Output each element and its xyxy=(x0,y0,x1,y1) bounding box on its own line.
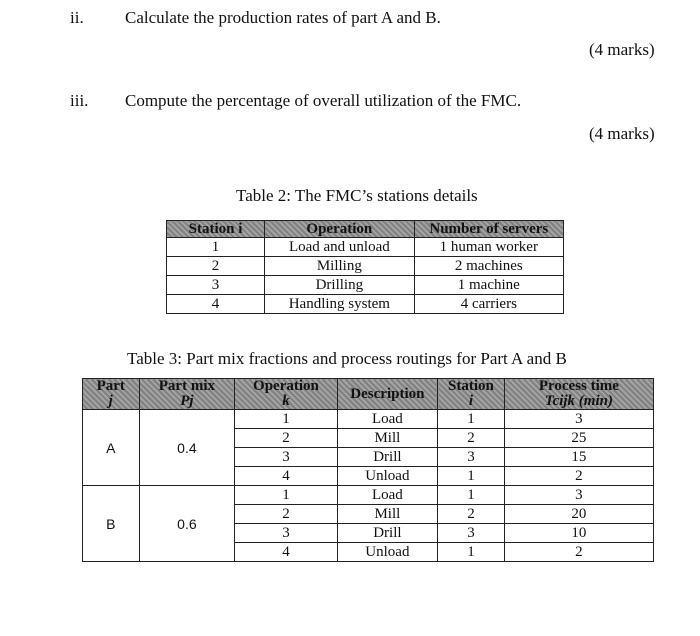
table-cell: Drilling xyxy=(265,276,415,295)
table-cell: 4 xyxy=(235,467,337,486)
table-cell: 15 xyxy=(504,448,653,467)
header-symbol: j xyxy=(108,393,113,409)
table-header xyxy=(235,379,337,410)
part-cell: A xyxy=(83,410,140,486)
table-cell: 2 xyxy=(504,543,653,562)
table-cell: 2 xyxy=(438,429,505,448)
table-cell: 3 xyxy=(504,410,653,429)
marks-label: (4 marks) xyxy=(589,124,655,143)
header-symbol: Pj xyxy=(180,393,194,409)
header-label: Part xyxy=(96,378,125,394)
table-row xyxy=(83,486,654,505)
table-cell: 1 xyxy=(438,410,505,429)
table-row xyxy=(83,410,654,429)
table-row xyxy=(167,257,564,276)
table-cell: 3 xyxy=(235,448,337,467)
table-cell: Mill xyxy=(337,429,438,448)
table-cell: 1 xyxy=(235,410,337,429)
table-cell: 10 xyxy=(504,524,653,543)
table-cell: 3 xyxy=(504,486,653,505)
table-header: Number of servers xyxy=(414,221,563,238)
marks-label: (4 marks) xyxy=(589,40,655,59)
table-cell: Load xyxy=(337,410,438,429)
table-header-row xyxy=(167,221,564,238)
question-number: ii. xyxy=(70,8,84,27)
table-cell: 1 xyxy=(438,543,505,562)
table-cell: 2 xyxy=(167,257,265,276)
header-symbol: i xyxy=(468,393,474,409)
part-mix-cell: 0.6 xyxy=(139,486,235,562)
header-symbol: Tcijk (min) xyxy=(544,393,613,409)
table-header xyxy=(504,379,653,410)
table-header: Station i xyxy=(167,221,265,238)
table-header xyxy=(139,379,235,410)
table-header: Operation xyxy=(265,221,415,238)
table-header xyxy=(438,379,505,410)
table2-caption: Table 2: The FMC’s stations details xyxy=(236,186,478,205)
table-header xyxy=(83,379,140,410)
table-row xyxy=(167,276,564,295)
table-cell: 3 xyxy=(167,276,265,295)
header-label: Process time xyxy=(538,378,619,394)
table-cell: 20 xyxy=(504,505,653,524)
table-cell: Handling system xyxy=(265,295,415,314)
table-cell: 4 carriers xyxy=(414,295,563,314)
table-cell: 2 xyxy=(235,505,337,524)
table-cell: 2 xyxy=(504,467,653,486)
table-header xyxy=(337,379,438,410)
table-cell: Unload xyxy=(337,467,438,486)
table-cell: 2 xyxy=(235,429,337,448)
table-cell: 4 xyxy=(167,295,265,314)
part-mix-cell: 0.4 xyxy=(139,410,235,486)
header-symbol: k xyxy=(282,393,290,409)
table-cell: Load xyxy=(337,486,438,505)
table-cell: 1 xyxy=(235,486,337,505)
table-cell: Load and unload xyxy=(265,238,415,257)
header-label: Description xyxy=(350,385,425,402)
table-row xyxy=(167,238,564,257)
table-cell: 1 machine xyxy=(414,276,563,295)
table-cell: 25 xyxy=(504,429,653,448)
table-row xyxy=(167,295,564,314)
question-text: Calculate the production rates of part A and B. xyxy=(125,8,441,27)
table-cell: Drill xyxy=(337,448,438,467)
table-cell: Milling xyxy=(265,257,415,276)
table-cell: Unload xyxy=(337,543,438,562)
part-mix-table xyxy=(82,378,654,562)
table-cell: 3 xyxy=(438,524,505,543)
table-cell: 1 human worker xyxy=(414,238,563,257)
table-cell: 2 xyxy=(438,505,505,524)
stations-table xyxy=(166,220,564,314)
question-number: iii. xyxy=(70,91,89,110)
header-label: Operation xyxy=(253,378,319,394)
table-header-row xyxy=(83,379,654,410)
question-text: Compute the percentage of overall utilization of the FMC. xyxy=(125,91,522,110)
table-cell: Drill xyxy=(337,524,438,543)
table3-caption: Table 3: Part mix fractions and process routings for Part A and B xyxy=(127,349,567,368)
part-cell: B xyxy=(83,486,140,562)
table-cell: 1 xyxy=(438,486,505,505)
table-cell: 1 xyxy=(438,467,505,486)
table-cell: Mill xyxy=(337,505,438,524)
table-cell: 3 xyxy=(235,524,337,543)
table-cell: 4 xyxy=(235,543,337,562)
header-label: Part mix xyxy=(158,378,215,394)
header-label: Station xyxy=(448,378,494,394)
table-cell: 3 xyxy=(438,448,505,467)
table-cell: 1 xyxy=(167,238,265,257)
table-cell: 2 machines xyxy=(414,257,563,276)
